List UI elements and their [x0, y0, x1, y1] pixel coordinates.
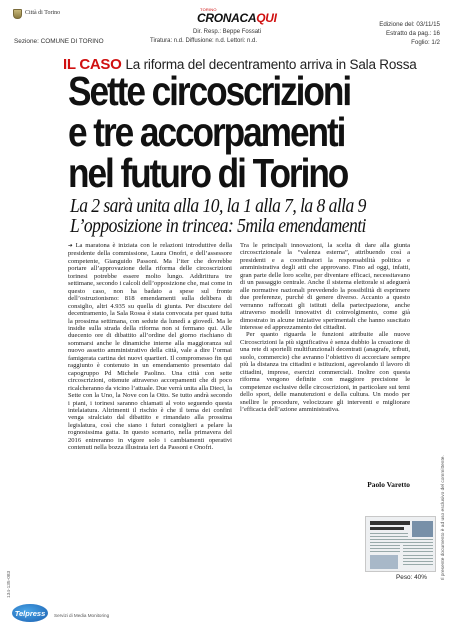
publication-logo — [197, 11, 277, 25]
clipping-header — [0, 0, 452, 48]
publication-name-part-a: CRONACA — [197, 11, 257, 25]
kicker-text: La riforma del decentramento arriva in Sala Rossa — [125, 57, 417, 72]
kicker: IL CASO — [63, 56, 122, 73]
footer-tagline: Servizi di Media Monitoring — [54, 613, 110, 618]
article-column-2 — [240, 242, 410, 492]
subheadline-1: La 2 sarà unita alla 10, la 1 alla 7, la 8 alla 9 — [70, 196, 366, 217]
thumbnail-line — [403, 548, 433, 549]
comune-crest-icon — [13, 9, 22, 19]
edition-info — [379, 20, 440, 48]
thumbnail-line — [403, 545, 433, 546]
usage-notice: Il presente documento è ad uso esclusivo del committente. — [441, 455, 446, 580]
sheet-number: Foglio: 1/2 — [411, 39, 440, 47]
thumbnail-headline-2 — [370, 527, 404, 530]
thumbnail-line — [403, 564, 433, 565]
thumbnail-headline — [370, 521, 410, 525]
sezione-label: Sezione: COMUNE DI TORINO — [14, 38, 104, 45]
thumbnail-line — [370, 545, 400, 546]
thumbnail-line — [370, 539, 433, 540]
thumbnail-line — [370, 551, 400, 552]
thumbnail-photo — [412, 521, 433, 537]
thumbnail-line — [403, 551, 433, 552]
thumbnail-line — [403, 558, 433, 559]
thumbnail-line — [370, 542, 433, 543]
author-byline: Paolo Varetto — [367, 480, 410, 489]
arrow-bullet-icon: ➔ — [68, 243, 76, 249]
thumbnail-line — [370, 536, 408, 537]
page-thumbnail — [365, 516, 436, 572]
column-2-paragraph-1: Tra le principali innovazioni, la scelta di dare alla giunta circoscrizionale la “valenza esterna”, attribuendo così a presidenti e a coordinatori la responsabilità politica e amministrativa degli atti che approvano. Fino ad oggi, infatti, gran parte delle loro scelte, per diventare efficaci, necessitavano di un passaggio centrale. Anche il sistema elettorale si adeguerà alle normative nazionali prevedendo la possibilità di esprimere due preferenze, purché di genere diverso. Accanto a questo verranno rafforzati gli istituti della partecipazione, anche attraverso modelli innovativi di coinvolgimento, come già dimostrato in alcune iniziative sperimentali che hanno suscitato interesse ed apprezzamento dei cittadini. — [240, 242, 410, 331]
article-column-1 — [68, 242, 232, 518]
headline-line-1: Sette circoscrizioni — [68, 68, 351, 114]
circulation-line: Tiratura: n.d. Diffusione: n.d. Lettori: n.d. — [150, 38, 258, 44]
thumbnail-line — [403, 555, 433, 556]
headline-line-2: e tre accorpamenti — [68, 109, 345, 155]
thumbnail-line — [403, 561, 433, 562]
publication-city: TORINO — [200, 7, 217, 12]
subheadline-2: L’opposizione in trincea: 5mila emendamenti — [70, 216, 366, 237]
thumbnail-line — [370, 533, 408, 534]
weight-percentage: Peso: 40% — [396, 574, 427, 581]
document-code: 134-135-083 — [7, 570, 12, 598]
column-2-paragraph-2: Per quanto riguarda le funzioni attribuite alle nuove Circoscrizioni la più significativa è senza dubbio la creazione di una rete di sportelli multifunzionali decentrati (anagrafe, tributi, suolo, commercio) che avranno l’obiettivo di accorciare sempre più la distanza tra cittadini e istituzioni, agevolando il lavoro di cittadini, imprese, esercizi commerciali. Inoltre con questa riforma vengono definite con maggiore precisione le competenze esclusive delle circoscrizioni, in particolare sui temi dello sport, delle manutenzioni e della cultura. Un modo per snellire le procedure, velocizzare gli interventi e migliorare l’efficacia dell’azione amministrativa. — [240, 331, 410, 413]
comune-name: Città di Torino — [25, 10, 61, 16]
publication-name-part-b: QUI — [256, 11, 277, 25]
telpress-logo — [12, 604, 48, 622]
edition-date: Edizione del: 03/11/15 — [379, 21, 440, 28]
thumbnail-photo-2 — [370, 555, 398, 569]
extract-page: Estratto da pag.: 16 — [385, 30, 440, 38]
headline-line-3: nel futuro di Torino — [68, 150, 348, 196]
telpress-logo-text: Telpress — [14, 608, 46, 618]
headline — [68, 68, 395, 196]
column-1-text: La maratona è iniziata con le relazioni introduttive della presidente della commissione, Laura Onofri, e dell’assessore competente, Gianguido Passoni. Ma l’iter che dovrebbe portare all’approvazione della riforma delle circoscrizioni torinesi potrebbe essere molto lungo. Addirittura tre settimane, secondo i calcoli dell’opposizione che, mai come in questo caso, non ha badato a spese sul fronte dell’ostruzionismo: 818 emendamenti sulla delibera di consiglio, altri 4.935 su quella di giunta. Per discutere del decentramento, la Sala Rossa è stata convocata per quasi tutta la prossima settimana, con sedute da lunedì a giovedì. Ma le insidie sulla strada della riforma non si fermano qui. Alle duecento ore di dibattito all’ordine del giorno rischiano di sommarsi anche le dinamiche interne alla maggioranza sul nuovo assetto amministrativo della città, vale a dire l’ormai famigerata cartina dei nuovi quartieri. Il compromesso fin qui raggiunto è contenuto in un emendamento presentato dal capogruppo Pd Michele Paolino. Una città con sette circoscrizioni, ottenute attraverso accorpamenti che di poco ricalcheranno da vicino l’attuale. Due verrà unita alla Dieci, la Sette con la Uno, la Nove con la Otto. Se tutto andrà secondo i piani, i torinesi saranno chiamati al voto seguendo questa intelaiatura. Altrimenti il rischio è che il tema dei confini venga stralciato dal dibattito e rimandato alla prossima legislatura, così che siano i futuri consiglieri a pelare la rognosissima gatta. In questo scenario, nella primavera del 2016 entreranno in vigore solo i cambiamenti operativi contenuti nella bozza illustrata ieri da Passoni e Onofri. — [68, 242, 232, 452]
thumbnail-line — [370, 548, 400, 549]
director-line: Dir. Resp.: Beppe Fossati — [193, 29, 262, 35]
